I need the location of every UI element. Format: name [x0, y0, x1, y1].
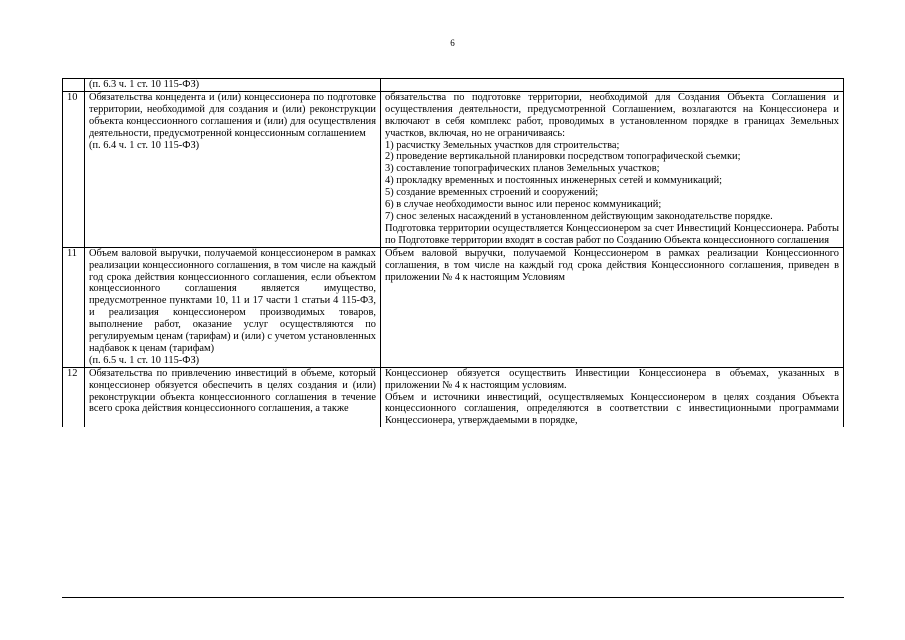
- table-row: [63, 91, 844, 247]
- condition-text: Объем валовой выручки, получаемой концессионером в рамках реализации концессионного соглашения, в том числе на каждый год срока действия концессионного соглашения, если объектом концессионного соглашения является имущество, предусмотренное пунктами 10, 11 и 17 части 1 статьи 4 115-ФЗ, и реализация концессионером производимых товаров, выполнение работ, оказание услуг осуществляются по регулируемым ценам (тарифам) и (или) с учетом установленных надбавок к ценам (тарифам): [89, 247, 376, 354]
- condition-text: Обязательства по привлечению инвестиций в объеме, который концессионер обязуется обеспечить в целях создания и (или) реконструкции объекта концессионного соглашения в течение всего срока действия концессионного соглашения, а также: [89, 367, 376, 415]
- value-list-item: 5) создание временных строений и сооружений;: [385, 187, 599, 199]
- page-number: 6: [450, 38, 455, 48]
- value-list-item: 7) снос зеленых насаждений в установленном действующим законодательстве порядке.: [385, 210, 773, 222]
- value-paragraph: Объем и источники инвестиций, осуществляемых Концессионером в целях создания Объекта концессионного соглашения, определяются в соответствии с инвестиционными программами Концессионера, утверждаемыми в порядке,: [385, 391, 839, 427]
- value-paragraph: Объем валовой выручки, получаемой Концессионером в рамках реализации Концессионного соглашения, в том числе на каждый год срока действия Концессионного соглашения, приведен в приложении № 4 к настоящим Условиям: [385, 247, 839, 283]
- value-paragraph: Подготовка территории осуществляется Концессионером за счет Инвестиций Концессионера. Работы по Подготовке территории входят в состав работ по Созданию Объекта концессионного соглашения: [385, 222, 839, 246]
- value-list-item: 4) прокладку временных и постоянных инженерных сетей и коммуникаций;: [385, 175, 723, 187]
- condition-value-cell: [381, 79, 844, 92]
- condition-reference: (п. 6.5 ч. 1 ст. 10 115-ФЗ): [89, 354, 200, 366]
- table-bottom-border: [62, 597, 844, 598]
- value-list-item: 6) в случае необходимости вынос или перенос коммуникаций;: [385, 199, 662, 211]
- table-row: [63, 367, 844, 427]
- conditions-table: [62, 78, 844, 427]
- value-list-item: 2) проведение вертикальной планировки посредством топографической съемки;: [385, 151, 741, 163]
- value-paragraph: обязательства по подготовке территории, необходимой для Создания Объекта Соглашения и осуществления деятельности, предусмотренной Соглашением, возлагаются на Концессионера и включают в себя комплекс работ, проводимых в установленном порядке в границах Земельных участков, включая, но не ограничиваясь:: [385, 91, 839, 139]
- table-row: [63, 247, 844, 367]
- condition-value-cell: [381, 367, 844, 427]
- condition-reference: (п. 6.4 ч. 1 ст. 10 115-ФЗ): [89, 139, 200, 151]
- row-number: 12: [63, 367, 85, 427]
- row-number: [63, 79, 85, 92]
- value-list-item: 3) составление топографических планов Земельных участков;: [385, 163, 660, 175]
- condition-value-cell: [381, 91, 844, 247]
- value-list-item: 1) расчистку Земельных участков для строительства;: [385, 139, 620, 151]
- table-row: [63, 79, 844, 92]
- condition-text: Обязательства концедента и (или) концессионера по подготовке территории, необходимой для создания и (или) реконструкции объекта концессионного соглашения и (или) для осуществления деятельности, предусмотренной концессионным соглашением: [89, 91, 376, 139]
- condition-text: (п. 6.3 ч. 1 ст. 10 115-ФЗ): [89, 79, 200, 90]
- condition-name-cell: [85, 367, 381, 427]
- condition-name-cell: [85, 91, 381, 247]
- condition-name-cell: [85, 247, 381, 367]
- page-bottom-margin: [0, 598, 905, 640]
- row-number: 11: [63, 247, 85, 367]
- condition-name-cell: [85, 79, 381, 92]
- row-number: 10: [63, 91, 85, 247]
- value-paragraph: Концессионер обязуется осуществить Инвестиции Концессионера в объемах, указанных в приложении № 4 к настоящим условиям.: [385, 367, 839, 391]
- condition-value-cell: [381, 247, 844, 367]
